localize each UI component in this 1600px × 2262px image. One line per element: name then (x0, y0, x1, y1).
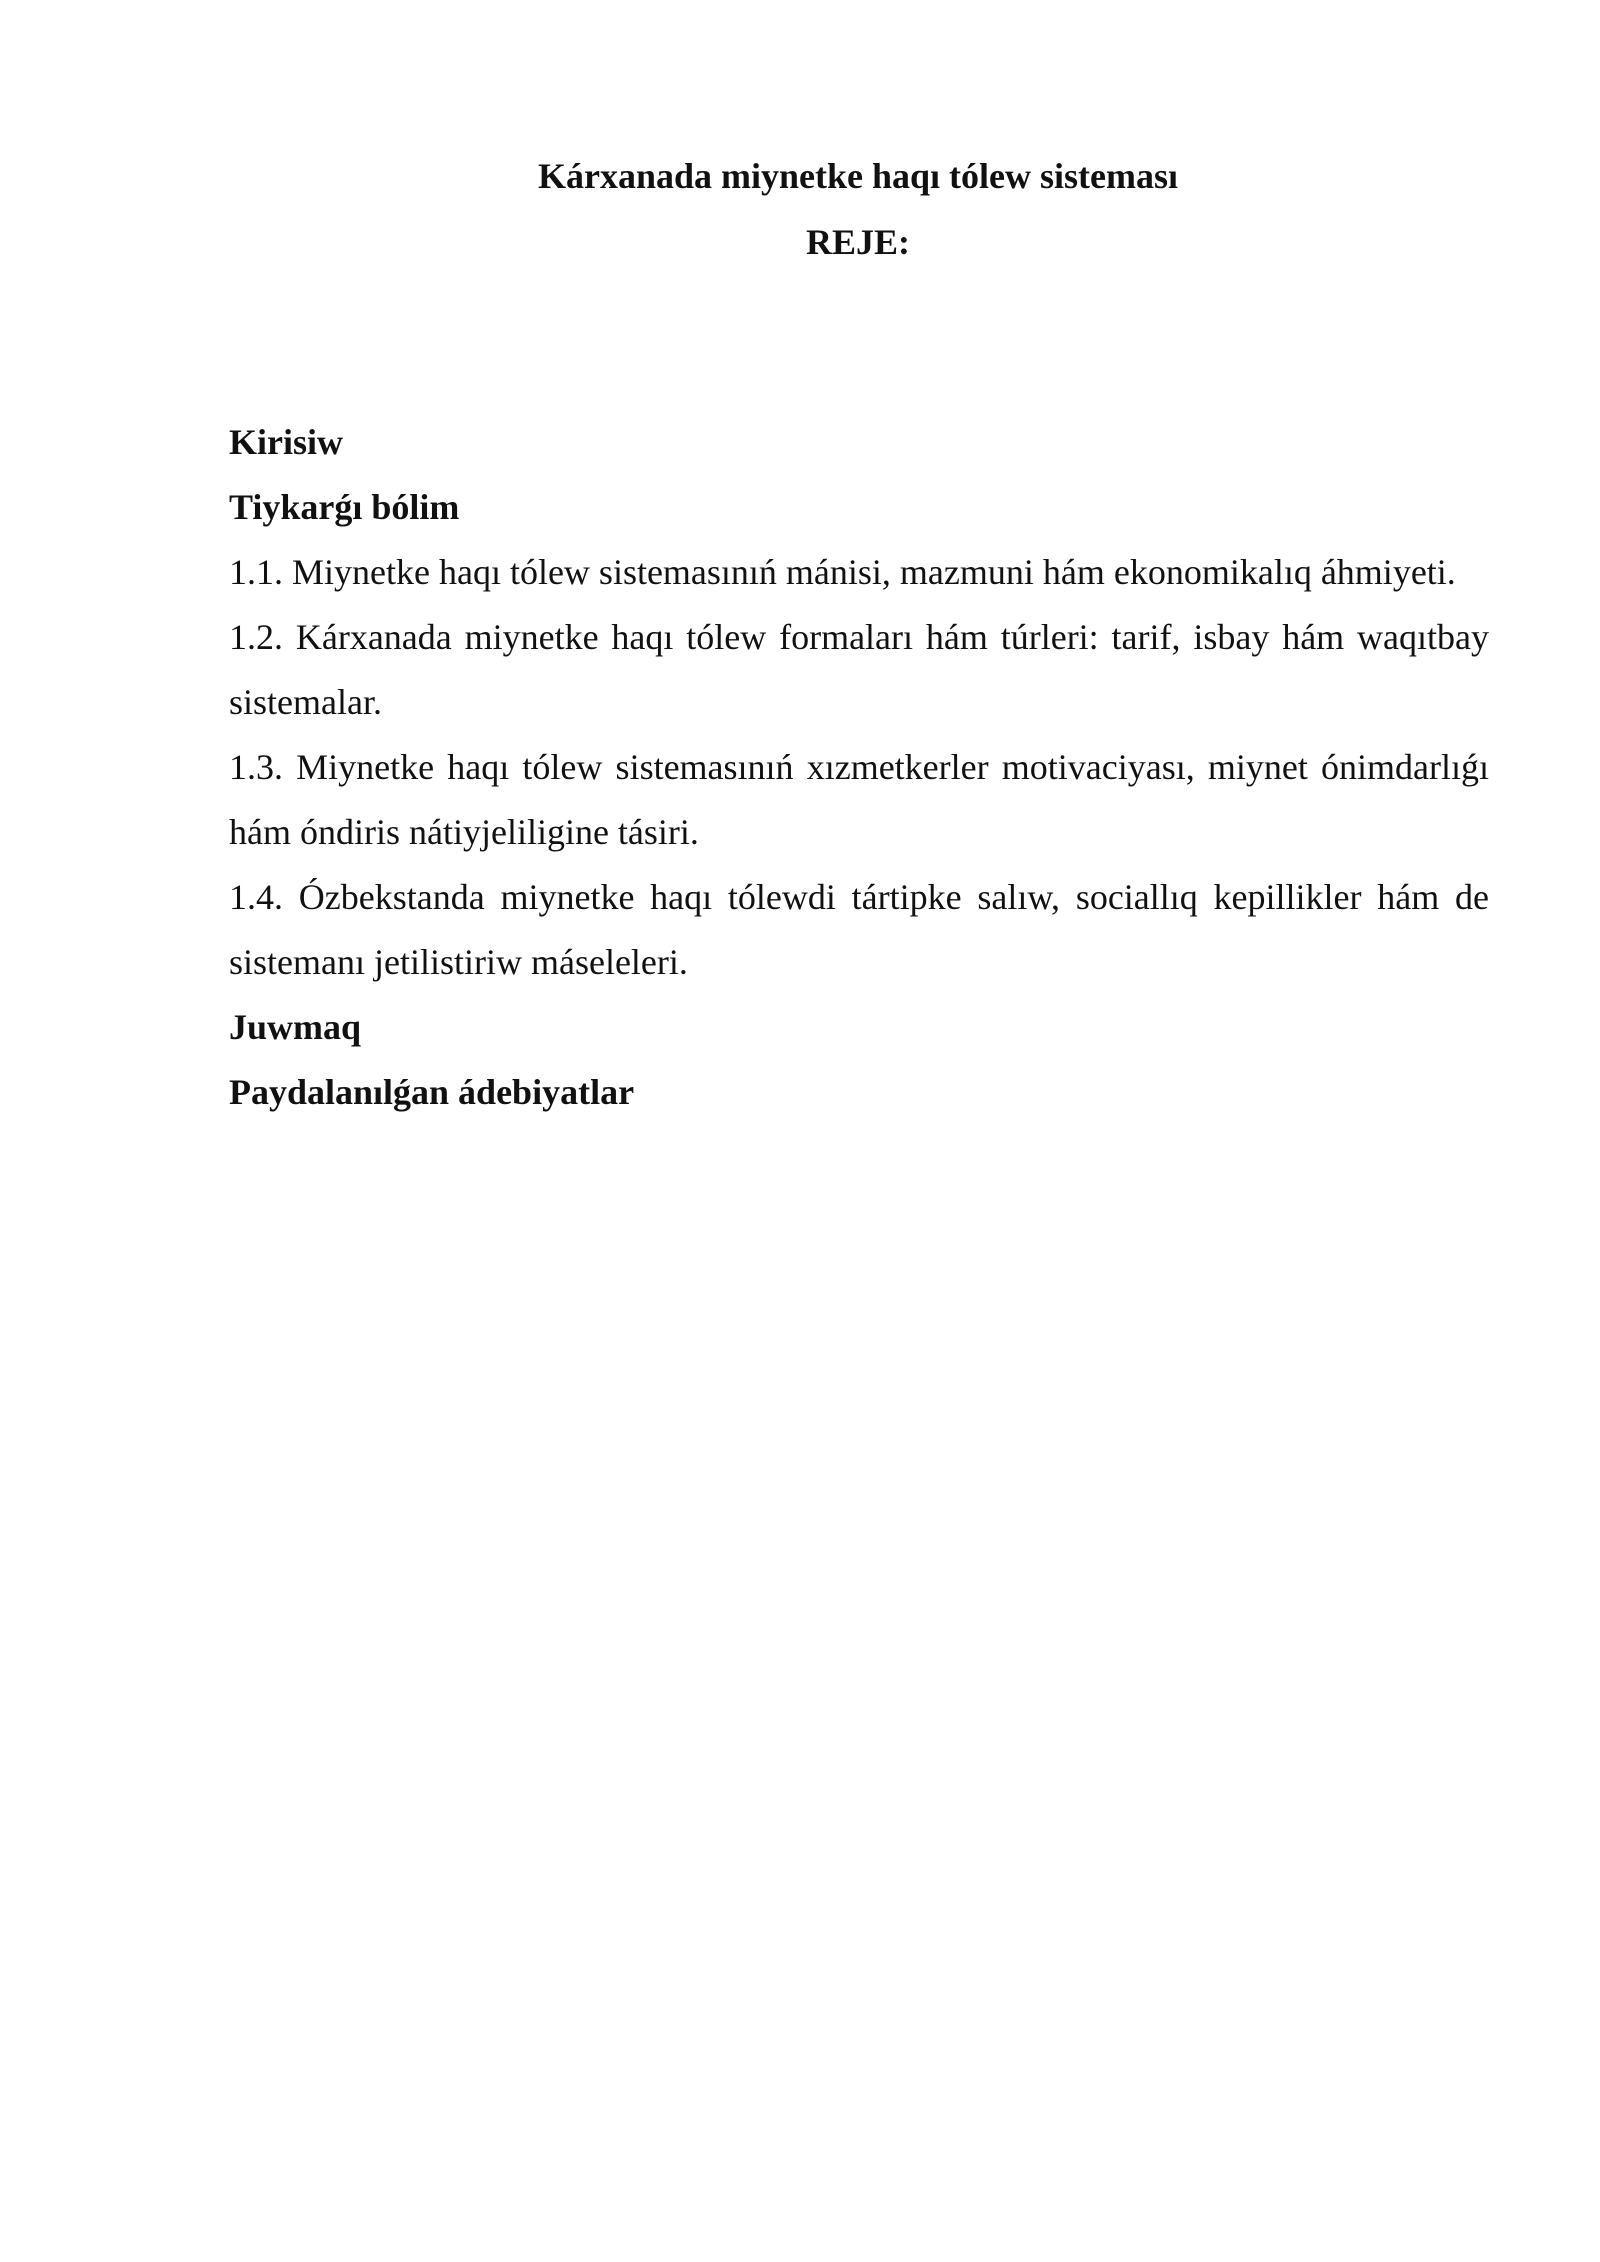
outline-intro: Kirisiw (229, 422, 343, 462)
outline-item-1-3: 1.3. Miynetke haqı tólew sistemasınıń xızmetkerler motivaciyası, miynet ónimdarlıǵı hám óndiris nátiyjeliligine tásiri. (229, 747, 1489, 852)
outline (229, 410, 1489, 1125)
outline-references: Paydalanılǵan ádebiyatlar (229, 1072, 635, 1112)
outline-main-part: Tiykarǵı bólim (229, 487, 460, 527)
outline-item-1-4: 1.4. Ózbekstanda miynetke haqı tólewdi tártipke salıw, sociallıq kepillikler hám de sistemanı jetilistiriw máseleleri. (229, 877, 1489, 982)
outline-item-1-1: 1.1. Miynetke haqı tólew sistemasınıń mánisi, mazmuni hám ekonomikalıq áhmiyeti. (229, 552, 1456, 592)
outline-conclusion: Juwmaq (229, 1007, 362, 1047)
outline-item-1-2: 1.2. Kárxanada miynetke haqı tólew formaları hám túrleri: tarif, isbay hám waqıtbay sistemalar. (229, 617, 1489, 722)
document-subtitle: REJE: (805, 222, 910, 262)
document-title: Kárxanada miynetke haqı tólew sisteması (537, 156, 1178, 196)
